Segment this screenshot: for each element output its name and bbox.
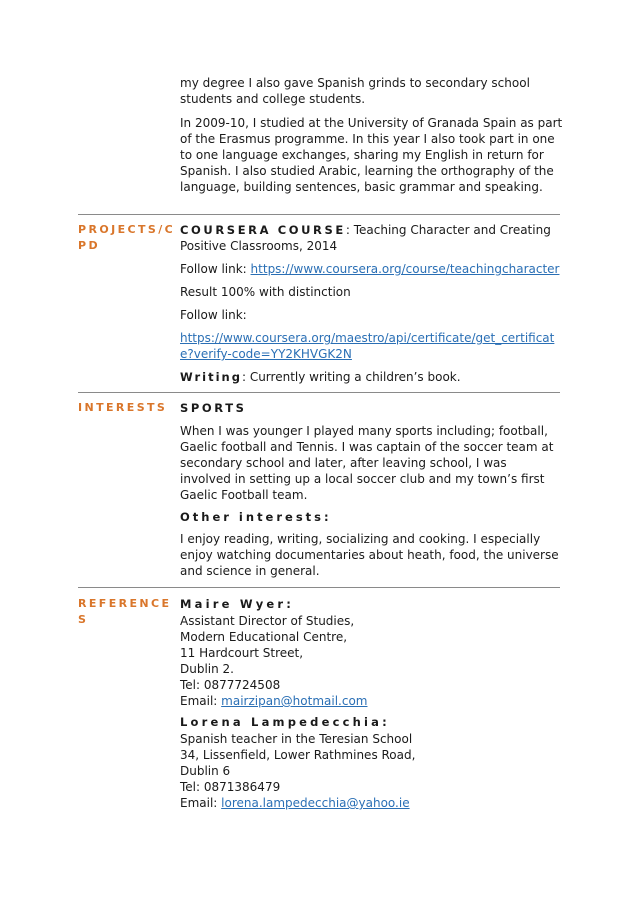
reference-1-line-3: 11 Hardcourt Street, (180, 646, 304, 660)
reference-1-tel: Tel: 0877724508 (180, 678, 281, 692)
section-label-references: REFERENCES (78, 597, 172, 626)
education-para-1: my degree I also gave Spanish grinds to secondary school students and college students. (180, 76, 530, 106)
education-continuation (180, 75, 565, 195)
other-interests-heading: Other interests: (180, 510, 332, 524)
reference-2-email-link[interactable]: lorena.lampedecchia@yahoo.ie (221, 796, 410, 810)
reference-1-email-line (180, 693, 560, 709)
writing-text: : Currently writing a children’s book. (241, 370, 461, 384)
reference-1-line-2: Modern Educational Centre, (180, 630, 348, 644)
reference-2-tel: Tel: 0871386479 (180, 780, 281, 794)
reference-1-email-link[interactable]: mairzipan@hotmail.com (221, 694, 368, 708)
reference-2-line-1: Spanish teacher in the Teresian School (180, 732, 413, 746)
result-line: Result 100% with distinction (180, 285, 351, 299)
coursera-course-line (180, 222, 570, 254)
writing-line (180, 369, 570, 385)
reference-1-name: Maire Wyer: (180, 597, 295, 611)
other-interests-text: I enjoy reading, writing, socializing and cooking. I especially enjoy watching documentaries about heath, food, the universe and science in general. (180, 532, 559, 578)
education-para-2: In 2009-10, I studied at the University of Granada Spain as part of the Erasmus programme. In this year I also took part in one to one language exchanges, sharing my English in return for Spanish. I also studied Arabic, learning the orthography of the language, building sentences, basic grammar and speaking. (180, 116, 563, 194)
coursera-course-link[interactable]: https://www.coursera.org/course/teachingcharacter (250, 262, 560, 276)
section-divider-references (78, 587, 560, 588)
reference-1 (180, 596, 560, 709)
section-divider-projects (78, 214, 560, 215)
follow-label-1: Follow link: (180, 262, 251, 276)
section-divider-interests (78, 392, 560, 393)
certificate-link[interactable]: https://www.coursera.org/maestro/api/certificate/get_certificate?verify-code=YY2KHVGK2N (180, 331, 555, 361)
follow-link-line-1 (180, 261, 570, 277)
reference-1-line-1: Assistant Director of Studies, (180, 614, 355, 628)
section-label-projects: PROJECTS/CPD (78, 223, 176, 252)
writing-heading: Writing (180, 370, 242, 384)
reference-1-line-4: Dublin 2. (180, 662, 234, 676)
sports-heading: SPORTS (180, 401, 247, 415)
reference-2 (180, 714, 560, 811)
interests-section (180, 400, 570, 579)
reference-1-email-label: Email: (180, 694, 222, 708)
coursera-course-heading: COURSERA COURSE (180, 223, 346, 237)
reference-2-name: Lorena Lampedecchia: (180, 715, 390, 729)
coursera-course-text: : Teaching Character and Creating Positive Classrooms, 2014 (180, 223, 551, 253)
certificate-link-line (180, 330, 565, 362)
follow-label-2: Follow link: (180, 308, 247, 322)
section-label-interests: INTERESTS (78, 401, 168, 414)
reference-2-email-label: Email: (180, 796, 222, 810)
reference-2-line-3: Dublin 6 (180, 764, 231, 778)
projects-section (180, 222, 570, 385)
sports-text: When I was younger I played many sports including; football, Gaelic football and Tennis. I was captain of the soccer team at secondary school and later, after leaving school, I was involved in setting up a local soccer club and my town’s first Gaelic Football team. (180, 424, 554, 502)
reference-2-email-line (180, 795, 560, 811)
reference-2-line-2: 34, Lissenfield, Lower Rathmines Road, (180, 748, 416, 762)
